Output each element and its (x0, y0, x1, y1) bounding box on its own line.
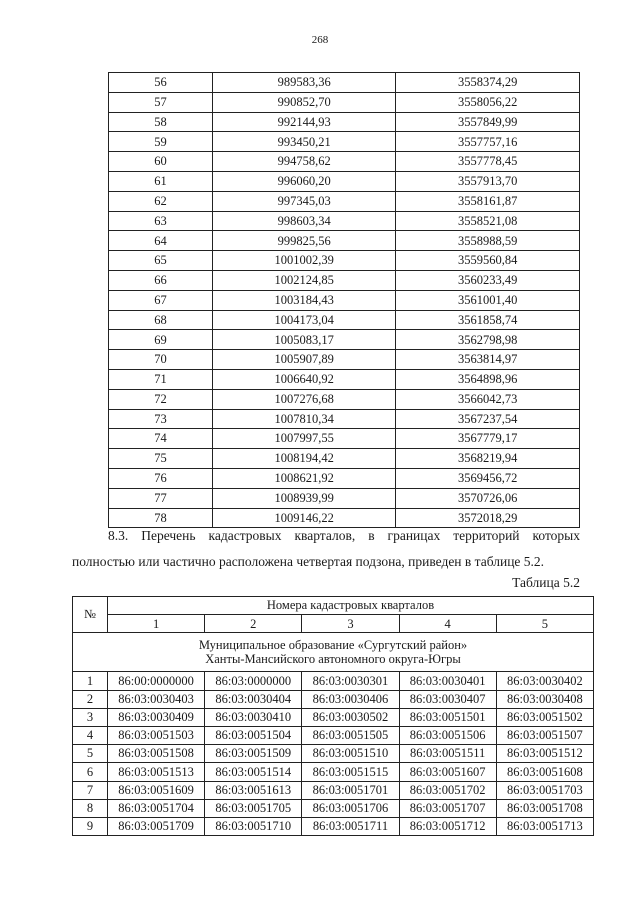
point-number-cell: 75 (109, 449, 213, 469)
x-coordinate-cell: 994758,62 (212, 152, 396, 172)
cadastral-number-cell: 86:03:0051508 (108, 745, 205, 763)
row-number-cell: 8 (73, 799, 108, 817)
table-row (109, 92, 580, 112)
coordinates-table (108, 72, 580, 528)
y-coordinate-cell: 3558056,22 (396, 92, 580, 112)
cadastral-number-cell: 86:03:0051510 (302, 745, 399, 763)
point-number-cell: 63 (109, 211, 213, 231)
cadastral-number-cell: 86:03:0051702 (399, 781, 496, 799)
table-row (109, 468, 580, 488)
y-coordinate-cell: 3570726,06 (396, 488, 580, 508)
row-number-cell: 2 (73, 690, 108, 708)
table-row (109, 132, 580, 152)
x-coordinate-cell: 992144,93 (212, 112, 396, 132)
cadastral-number-cell: 86:03:0051504 (205, 726, 302, 744)
table-row (109, 73, 580, 93)
x-coordinate-cell: 990852,70 (212, 92, 396, 112)
column-numbers-row (73, 615, 594, 633)
x-coordinate-cell: 999825,56 (212, 231, 396, 251)
row-number-cell: 7 (73, 781, 108, 799)
cadastral-number-cell: 86:03:0030410 (205, 708, 302, 726)
table-row (109, 171, 580, 191)
y-coordinate-cell: 3566042,73 (396, 389, 580, 409)
y-coordinate-cell: 3558374,29 (396, 73, 580, 93)
table-row (73, 763, 594, 781)
cadastral-number-cell: 86:03:0030301 (302, 672, 399, 690)
point-number-cell: 78 (109, 508, 213, 528)
cadastral-number-cell: 86:03:0051513 (108, 763, 205, 781)
cadastral-number-cell: 86:03:0030403 (108, 690, 205, 708)
x-coordinate-cell: 1002124,85 (212, 270, 396, 290)
cadastral-number-cell: 86:03:0051706 (302, 799, 399, 817)
cadastral-number-cell: 86:03:0051713 (496, 817, 593, 835)
table-row (109, 231, 580, 251)
cadastral-number-cell: 86:03:0051506 (399, 726, 496, 744)
cadastral-number-cell: 86:03:0051503 (108, 726, 205, 744)
row-number-cell: 9 (73, 817, 108, 835)
table-caption: Таблица 5.2 (512, 575, 580, 590)
column-number-cell: 1 (108, 615, 205, 633)
cadastral-number-cell: 86:03:0030502 (302, 708, 399, 726)
x-coordinate-cell: 1007810,34 (212, 409, 396, 429)
y-coordinate-cell: 3558988,59 (396, 231, 580, 251)
table-row (73, 781, 594, 799)
page-number: 268 (311, 34, 329, 46)
cadastral-number-cell: 86:03:0051514 (205, 763, 302, 781)
row-number-cell: 1 (73, 672, 108, 690)
y-coordinate-cell: 3557913,70 (396, 171, 580, 191)
region-line-1: Муниципальное образование «Сургутский район» (198, 637, 468, 652)
x-coordinate-cell: 1008939,99 (212, 488, 396, 508)
y-coordinate-cell: 3561001,40 (396, 290, 580, 310)
x-coordinate-cell: 1009146,22 (212, 508, 396, 528)
y-coordinate-cell: 3562798,98 (396, 330, 580, 350)
point-number-cell: 64 (109, 231, 213, 251)
paragraph-line-2: полностью или частично расположена четвертая подзона, приведен в таблице 5.2. (72, 554, 545, 569)
y-coordinate-cell: 3572018,29 (396, 508, 580, 528)
header-number-cell: № (73, 597, 108, 633)
y-coordinate-cell: 3558521,08 (396, 211, 580, 231)
table-row (109, 211, 580, 231)
table-row (109, 112, 580, 132)
cadastral-number-cell: 86:03:0051705 (205, 799, 302, 817)
table-row (109, 251, 580, 271)
x-coordinate-cell: 1008621,92 (212, 468, 396, 488)
cadastral-number-cell: 86:03:0051607 (399, 763, 496, 781)
region-row (73, 633, 594, 672)
row-number-cell: 4 (73, 726, 108, 744)
cadastral-number-cell: 86:03:0030402 (496, 672, 593, 690)
cadastral-number-cell: 86:03:0051711 (302, 817, 399, 835)
point-number-cell: 76 (109, 468, 213, 488)
x-coordinate-cell: 996060,20 (212, 171, 396, 191)
cadastral-number-cell: 86:03:0051704 (108, 799, 205, 817)
column-number-cell: 4 (399, 615, 496, 633)
point-number-cell: 71 (109, 369, 213, 389)
table-row (109, 389, 580, 409)
cadastral-number-cell: 86:03:0051608 (496, 763, 593, 781)
table-row (109, 429, 580, 449)
x-coordinate-cell: 998603,34 (212, 211, 396, 231)
cadastral-number-cell: 86:03:0030408 (496, 690, 593, 708)
table-row (109, 270, 580, 290)
point-number-cell: 62 (109, 191, 213, 211)
cadastral-number-cell: 86:03:0051507 (496, 726, 593, 744)
paragraph-line-1: 8.3. Перечень кадастровых кварталов, в границах территорий которых (108, 528, 580, 543)
column-number-cell: 3 (302, 615, 399, 633)
y-coordinate-cell: 3569456,72 (396, 468, 580, 488)
cadastral-number-cell: 86:03:0051701 (302, 781, 399, 799)
point-number-cell: 58 (109, 112, 213, 132)
cadastral-number-cell: 86:03:0051512 (496, 745, 593, 763)
cadastral-number-cell: 86:03:0051501 (399, 708, 496, 726)
table-row (109, 350, 580, 370)
cadastral-number-cell: 86:03:0051710 (205, 817, 302, 835)
cadastral-number-cell: 86:03:0030404 (205, 690, 302, 708)
point-number-cell: 72 (109, 389, 213, 409)
table-row (73, 726, 594, 744)
table-header-row (73, 597, 594, 615)
y-coordinate-cell: 3568219,94 (396, 449, 580, 469)
y-coordinate-cell: 3557849,99 (396, 112, 580, 132)
x-coordinate-cell: 989583,36 (212, 73, 396, 93)
cadastral-number-cell: 86:03:0030409 (108, 708, 205, 726)
cadastral-number-cell: 86:03:0051703 (496, 781, 593, 799)
point-number-cell: 68 (109, 310, 213, 330)
header-title-cell: Номера кадастровых кварталов (108, 597, 594, 615)
x-coordinate-cell: 1008194,42 (212, 449, 396, 469)
cadastral-number-cell: 86:03:0051502 (496, 708, 593, 726)
y-coordinate-cell: 3557757,16 (396, 132, 580, 152)
cadastral-number-cell: 86:03:0051613 (205, 781, 302, 799)
table-row (109, 369, 580, 389)
x-coordinate-cell: 1004173,04 (212, 310, 396, 330)
point-number-cell: 60 (109, 152, 213, 172)
point-number-cell: 57 (109, 92, 213, 112)
y-coordinate-cell: 3559560,84 (396, 251, 580, 271)
point-number-cell: 61 (109, 171, 213, 191)
point-number-cell: 74 (109, 429, 213, 449)
table-row (73, 745, 594, 763)
point-number-cell: 65 (109, 251, 213, 271)
cadastral-number-cell: 86:03:0051708 (496, 799, 593, 817)
point-number-cell: 77 (109, 488, 213, 508)
table-row (73, 690, 594, 708)
table-row (109, 152, 580, 172)
y-coordinate-cell: 3557778,45 (396, 152, 580, 172)
row-number-cell: 5 (73, 745, 108, 763)
cadastral-number-cell: 86:03:0051709 (108, 817, 205, 835)
cadastral-number-cell: 86:03:0030407 (399, 690, 496, 708)
x-coordinate-cell: 993450,21 (212, 132, 396, 152)
x-coordinate-cell: 1001002,39 (212, 251, 396, 271)
point-number-cell: 69 (109, 330, 213, 350)
cadastral-number-cell: 86:03:0000000 (205, 672, 302, 690)
cadastral-number-cell: 86:03:0051509 (205, 745, 302, 763)
point-number-cell: 70 (109, 350, 213, 370)
point-number-cell: 59 (109, 132, 213, 152)
cadastral-number-cell: 86:00:0000000 (108, 672, 205, 690)
point-number-cell: 73 (109, 409, 213, 429)
table-row (73, 799, 594, 817)
column-number-cell: 5 (496, 615, 593, 633)
table-row (109, 330, 580, 350)
table-row (109, 449, 580, 469)
y-coordinate-cell: 3567237,54 (396, 409, 580, 429)
cadastral-number-cell: 86:03:0051515 (302, 763, 399, 781)
y-coordinate-cell: 3563814,97 (396, 350, 580, 370)
row-number-cell: 3 (73, 708, 108, 726)
cadastral-number-cell: 86:03:0030406 (302, 690, 399, 708)
y-coordinate-cell: 3561858,74 (396, 310, 580, 330)
x-coordinate-cell: 1005083,17 (212, 330, 396, 350)
x-coordinate-cell: 1007276,68 (212, 389, 396, 409)
x-coordinate-cell: 1003184,43 (212, 290, 396, 310)
point-number-cell: 66 (109, 270, 213, 290)
y-coordinate-cell: 3564898,96 (396, 369, 580, 389)
table-row (109, 310, 580, 330)
table-row (73, 817, 594, 835)
cadastral-number-cell: 86:03:0030401 (399, 672, 496, 690)
table-row (73, 708, 594, 726)
cadastral-number-cell: 86:03:0051609 (108, 781, 205, 799)
region-line-2: Ханты-Мансийского автономного округа-Югры (205, 652, 461, 667)
x-coordinate-cell: 997345,03 (212, 191, 396, 211)
cadastral-quarters-table (72, 596, 594, 836)
table-row (109, 191, 580, 211)
row-number-cell: 6 (73, 763, 108, 781)
cadastral-number-cell: 86:03:0051707 (399, 799, 496, 817)
column-number-cell: 2 (205, 615, 302, 633)
cadastral-number-cell: 86:03:0051505 (302, 726, 399, 744)
table-row (109, 508, 580, 528)
x-coordinate-cell: 1007997,55 (212, 429, 396, 449)
y-coordinate-cell: 3560233,49 (396, 270, 580, 290)
cadastral-number-cell: 86:03:0051712 (399, 817, 496, 835)
y-coordinate-cell: 3558161,87 (396, 191, 580, 211)
point-number-cell: 67 (109, 290, 213, 310)
x-coordinate-cell: 1005907,89 (212, 350, 396, 370)
cadastral-number-cell: 86:03:0051511 (399, 745, 496, 763)
table-row (109, 488, 580, 508)
table-row (109, 290, 580, 310)
region-cell (73, 633, 594, 672)
y-coordinate-cell: 3567779,17 (396, 429, 580, 449)
table-row (73, 672, 594, 690)
table-row (109, 409, 580, 429)
point-number-cell: 56 (109, 73, 213, 93)
x-coordinate-cell: 1006640,92 (212, 369, 396, 389)
